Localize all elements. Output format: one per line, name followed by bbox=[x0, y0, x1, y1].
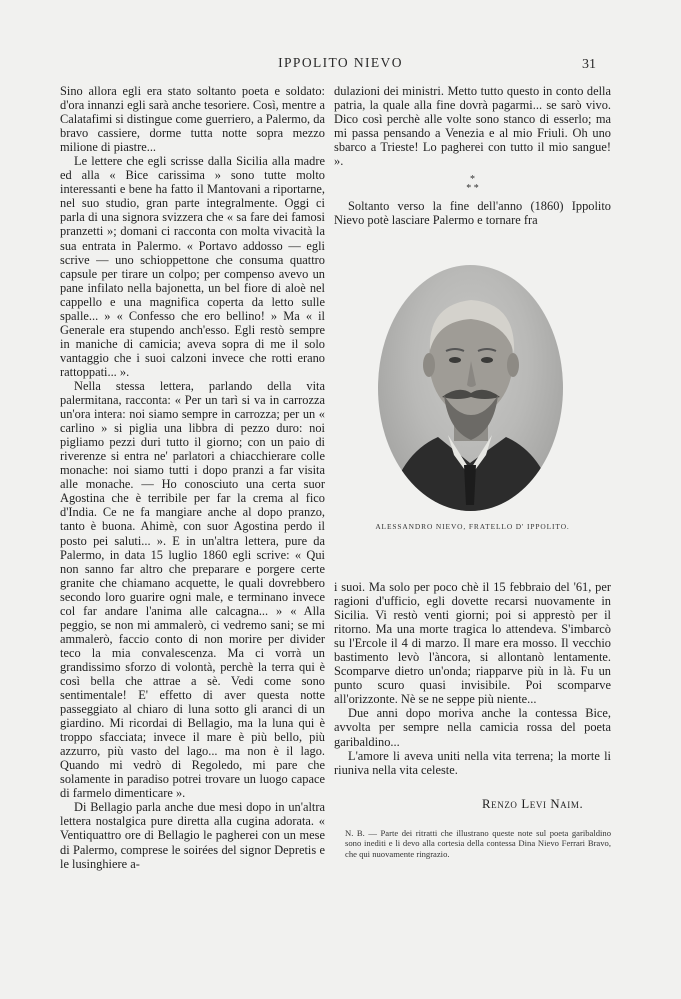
photo-caption: ALESSANDRO NIEVO, FRATELLO D' IPPOLITO. bbox=[375, 522, 570, 531]
paragraph: Le lettere che egli scrisse dalla Sicilia alla madre ed alla « Bice carissima » sono tutte molto interessanti e bene ha fatto il Mantovani a riportarne, nel suo studio, gran parte integralmente. Oggi ci parla di una signora svizzera che « sa fare dei famosi pranzetti »; domani ci racconta con molta vivacità la sua entrata in Palermo. « Portavo addosso — egli scrive — uno schioppettone che consuma quattro capsule per tirare un colpo; per compenso avevo un pane infilato nella bajonetta, un bel fiore di aloè nel cappello e una magnifica coperta da letto sulle spalle... » « Confesso che ero bellino! » Ma « il Generale era stupendo anch'esso. Egli restò sempre in maniche di camicia; aveva sopra di me il solo vantaggio che i suoi calzoni invece che rotti erano rattoppati... ». bbox=[60, 154, 325, 379]
footnote: N. B. — Parte dei ritratti che illustrano queste note sul poeta garibaldino sono inediti e li devo alla cortesia della contessa Dina Nievo Ferrari Bravo, che qui nuovamente ringrazio. bbox=[345, 828, 611, 859]
paragraph: dulazioni dei ministri. Metto tutto questo in conto della patria, la quale alla fine dovrà pagarmi... se sarò vivo. Dico così perchè alle volte sono stanco di esserlo; ma mi passa pensando a Venezia e al mio Friuli. Oh uno sbarco a Trieste! Lo pagherei con tutto il mio sangue! ». bbox=[334, 84, 611, 169]
paragraph: Nella stessa lettera, parlando della vita palermitana, racconta: « Per un tarì si va in carrozza un'ora intera: noi siamo sempre in carrozza; per un « carlino » si piglia una libbra di pezzo duro: noi pigliamo pezzi duri tutto il giorno; con un paio di riverenze si entra ne' parlatori a chiacchierare colle monache: noi siamo tutti i dopo pranzi a far visita alle monache. — Ho conosciuto una certa suor Agostina che è terribile per far la crema al fico d'India. Ce ne fa mangiare anche al dopo pranzo, tanto è buona. Ahimè, con suor Agostina perdo il posto pei saluti... ». E in un'altra lettera, pure da Palermo, in data 15 luglio 1860 egli scrive: « Qui non sanno far altro che preparare e porgere certe granite che chiamano acquette, le quali dovrebbero secondo loro guarire ogni male, e terminano invece col far andare l'anima alle calcagna... » « Alla peggio, se non mi ammalerò, ci vedremo sani; se mi ammalerò, faccio conto di non morire per divider teco la mia convalescenza. Ma ci vorrà un grandissimo sforzo di volontà, perchè la terra qui è così bella che attrae a sè. Vedi come sono sentimentale! E' effetto di aver questa notte passeggiato al chiaro di luna sotto gli aranci di un giardino. Mi ricordai di Bellagio, ma la luna qui è troppo sfacciata; invece il mare è più bello, più azzurro, più vasto del lago... ma non è il lago. Quando mi vedrò di Regoledo, mi pare che solamente in paradiso potrei trovare un luogo capace di farmelo dimenticare ». bbox=[60, 378, 325, 801]
paragraph: L'amore li aveva uniti nella vita terrena; la morte li riuniva nella vita celeste. bbox=[334, 748, 611, 777]
portrait-figure bbox=[378, 265, 563, 511]
right-column-bottom bbox=[334, 580, 611, 777]
author-signature: Renzo Levi Naim. bbox=[482, 797, 584, 811]
paragraph: Due anni dopo moriva anche la contessa Bice, avvolta per sempre nella camicia rossa del poeta garibaldino... bbox=[334, 706, 611, 749]
section-divider-asterisks: * * * bbox=[466, 174, 479, 195]
page-number: 31 bbox=[582, 57, 596, 72]
page-title: IPPOLITO NIEVO bbox=[278, 55, 403, 70]
paragraph: Soltanto verso la fine dell'anno (1860) Ippolito Nievo potè lasciare Palermo e tornare fra bbox=[334, 199, 611, 228]
portrait-photo bbox=[378, 265, 563, 511]
paragraph: Sino allora egli era stato soltanto poeta e soldato: d'ora innanzi egli sarà anche tesoriere. Così, mentre a Calatafimi si distingue come guerriero, a Palermo, da bravo cassiere, dorme tutta notte sopra mezzo milione di piastre... bbox=[60, 84, 325, 155]
left-column bbox=[60, 84, 325, 871]
paragraph: Di Bellagio parla anche due mesi dopo in un'altra lettera nostalgica pure diretta alla cugina adorata. « Ventiquattro ore di Bellagio le pagherei con un mese di Palermo, comprese le soirées del signor Depretis e le lusinghiere a- bbox=[60, 800, 325, 871]
paragraph: i suoi. Ma solo per poco chè il 15 febbraio del '61, per ragioni d'ufficio, egli dovette recarsi nuovamente in Sicilia. Vi restò venti giorni; poi si apprestò per il ritorno. Ma una morte tragica lo attendeva. S'imbarcò su l'Ercole il 4 di marzo. Il mare era mosso. Il vecchio bastimento levò l'àncora, si allontanò lentamente. Scomparve dietro un'onda; riapparve più in là. Fu un punto scuro quasi invisibile. Poi scomparve all'orizzonte. Nè se ne seppe più niente... bbox=[334, 580, 611, 707]
right-column-top bbox=[334, 84, 611, 227]
